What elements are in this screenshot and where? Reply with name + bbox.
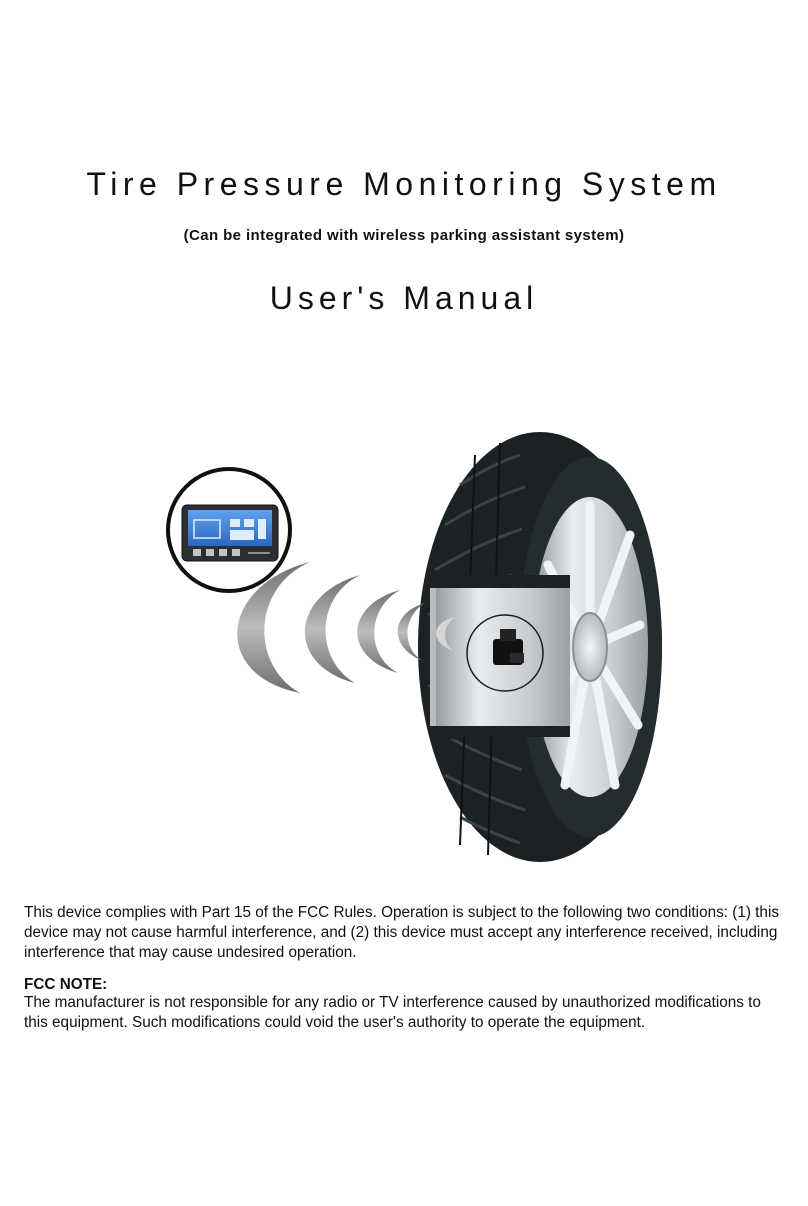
document-title: Tire Pressure Monitoring System xyxy=(86,166,722,202)
fcc-note-heading: FCC NOTE: xyxy=(24,976,108,993)
tpms-illustration xyxy=(160,425,670,870)
fcc-compliance-statement: This device complies with Part 15 of the FCC Rules. Operation is subject to the following two conditions: (1) this device may not cause harmful interference, and (2) this device must accept any interference received, including interference that may cause undesired operation. xyxy=(24,904,779,961)
manual-title: User's Manual xyxy=(269,280,539,316)
fcc-note-text: The manufacturer is not responsible for any radio or TV interference caused by unauthorized modifications to this equipment. Such modifications could void the user's authority to operate the equipment. xyxy=(24,994,761,1031)
tpms-monitor-icon xyxy=(168,469,290,591)
tire-wheel-icon xyxy=(418,432,662,862)
document-subtitle: (Can be integrated with wireless parking assistant system) xyxy=(183,227,625,244)
